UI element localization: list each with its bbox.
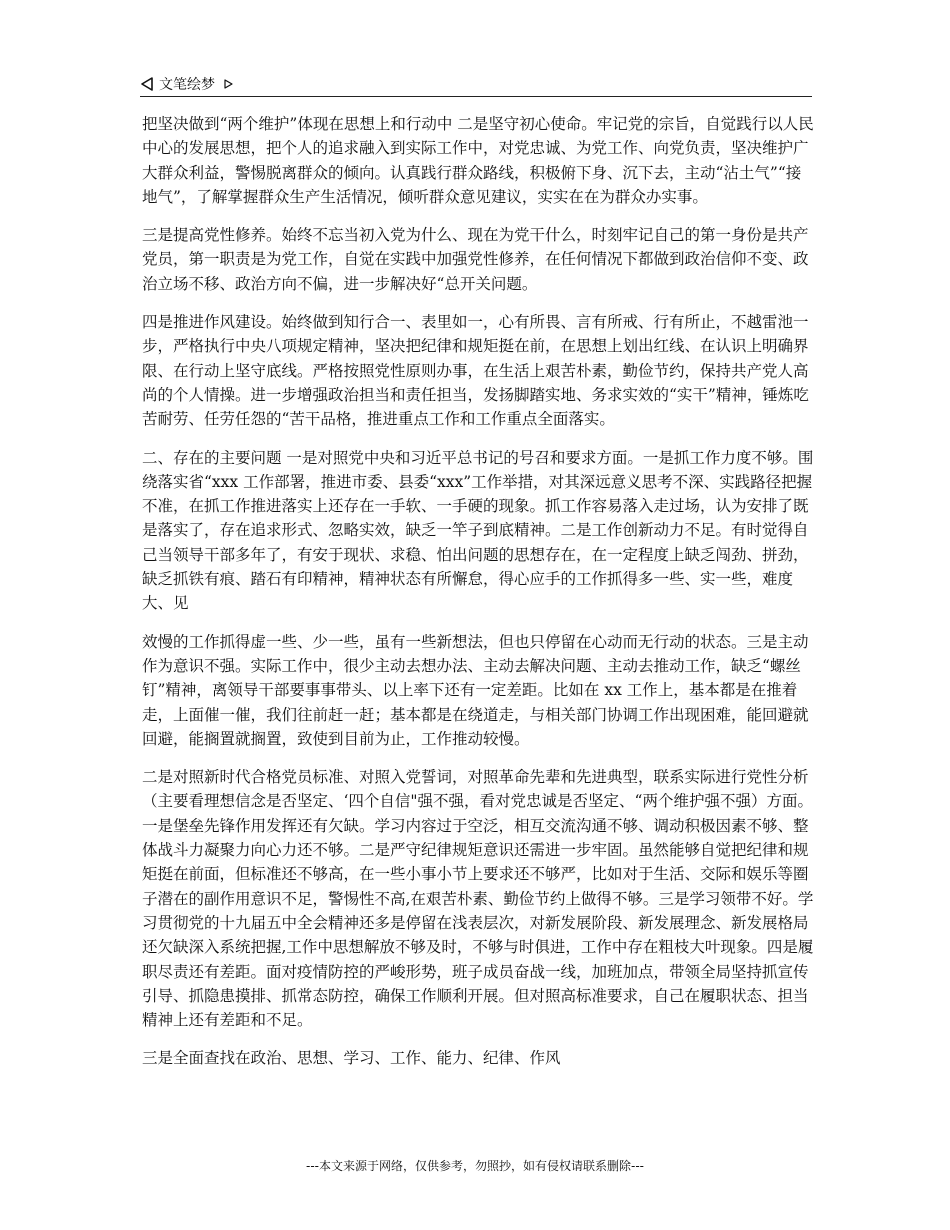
- paragraph: 二、存在的主要问题 一是对照党中央和习近平总书记的号召和要求方面。一是抓工作力度不够。围绕落实省“xxx 工作部署，推进市委、县委“xxx”工作举措，对其深远意义思考不深、实践路径把握不准，在抓工作推进落实上还存在一手软、一手硬的现象。抓工作容易落入走过场，认为安排了既是落实了，存在追求形式、忽略实效，缺乏一竿子到底精神。二是工作创新动力不足。有时觉得自己当领导干部多年了，有安于现状、求稳、怕出问题的思想存在，在一定程度上缺乏闯劲、拼劲，缺乏抓铁有痕、踏石有印精神，精神状态有所懈怠，得心应手的工作抓得多一些、实一些，难度大、见: [142, 448, 814, 613]
- document-body: [142, 112, 814, 1085]
- page-header: [140, 72, 812, 97]
- paragraph: 三是全面查找在政治、思想、学习、工作、能力、纪律、作风: [142, 1049, 561, 1068]
- triangle-left-icon: [140, 77, 154, 91]
- triangle-right-icon: [223, 79, 233, 89]
- paragraph: 四是推进作风建设。始终做到知行合一、表里如一，心有所畏、言有所戒、行有所止，不越雷池一步，严格执行中央八项规定精神，坚决把纪律和规矩挺在前，在思想上划出红线、在认识上明确界限、在行动上坚守底线。严格按照党性原则办事，在生活上艰苦朴素，勤俭节约，保持共产党人高尚的个人情操。进一步增强政治担当和责任担当，发扬脚踏实地、务求实效的“实干”精神，锤炼吃苦耐劳、任劳任怨的“苦干品格，推进重点工作和工作重点全面落实。: [142, 313, 809, 429]
- brand-name: 文笔绘梦: [159, 77, 215, 93]
- header-brand: [140, 74, 233, 94]
- paragraph: 三是提高党性修养。始终不忘当初入党为什么、现在为党干什么，时刻牢记自己的第一身份是共产党员，第一职责是为党工作，自觉在实践中加强党性修养，在任何情况下都做到政治信仰不变、政治立场不移、政治方向不偏，进一步解决好“总开关问题。: [142, 226, 809, 293]
- footer-disclaimer: ---本文来源于网络，仅供参考，勿照抄，如有侵权请联系删除---: [306, 1159, 644, 1173]
- paragraph: 二是对照新时代合格党员标准、对照入党誓词，对照革命先辈和先进典型，联系实际进行党性分析（主要看理想信念是否坚定、‘四个自信"强不强，看对党忠诚是否坚定、“两个维护强不强）方面。一是堡垒先锋作用发挥还有欠缺。学习内容过于空泛，相互交流沟通不够、调动积极因素不够、整体战斗力凝聚力向心力还不够。二是严守纪律规矩意识还需进一步牢固。虽然能够自觉把纪律和规矩挺在前面，但标准还不够高，在一些小事小节上要求还不够严，比如对于生活、交际和娱乐等圈子潜在的副作用意识不足，警惕性不高,在艰苦朴素、勤俭节约上做得不够。三是学习领带不好。学习贯彻党的十九届五中全会精神还多是停留在浅表层次，对新发展阶段、新发展理念、新发展格局还欠缺深入系统把握,工作中思想解放不够及时，不够与时俱进，工作中存在粗枝大叶现象。四是履职尽责还有差距。面对疫情防控的严峻形势，班子成员奋战一线，加班加点，带领全局坚持抓宣传引导、抓隐患摸排、抓常态防控，确保工作顺利开展。但对照高标准要求，自己在履职状态、担当精神上还有差距和不足。: [142, 768, 814, 1030]
- paragraph: 效慢的工作抓得虚一些、少一些，虽有一些新想法，但也只停留在心动而无行动的状态。三是主动作为意识不强。实际工作中，很少主动去想办法、主动去解决问题、主动去推动工作，缺乏“螺丝钉”精神，离领导干部要事事带头、以上率下还有一定差距。比如在 xx 工作上，基本都是在推着走，上面催一催，我们往前赶一赶；基本都是在绕道走，与相关部门协调工作出现困难，能回避就回避，能搁置就搁置，致使到目前为止，工作推动较慢。: [142, 632, 809, 748]
- paragraph: 把坚决做到“两个维护”体现在思想上和行动中 二是坚守初心使命。牢记党的宗旨，自觉践行以人民中心的发展思想，把个人的追求融入到实际工作中，对党忠诚、为党工作、向党负责，坚决维护广大群众利益，警惕脱离群众的倾向。认真践行群众路线，积极俯下身、沉下去，主动“沾土气”“接地气”，了解掌握群众生产生活情况，倾听群众意见建议，实实在在为群众办实事。: [142, 115, 814, 206]
